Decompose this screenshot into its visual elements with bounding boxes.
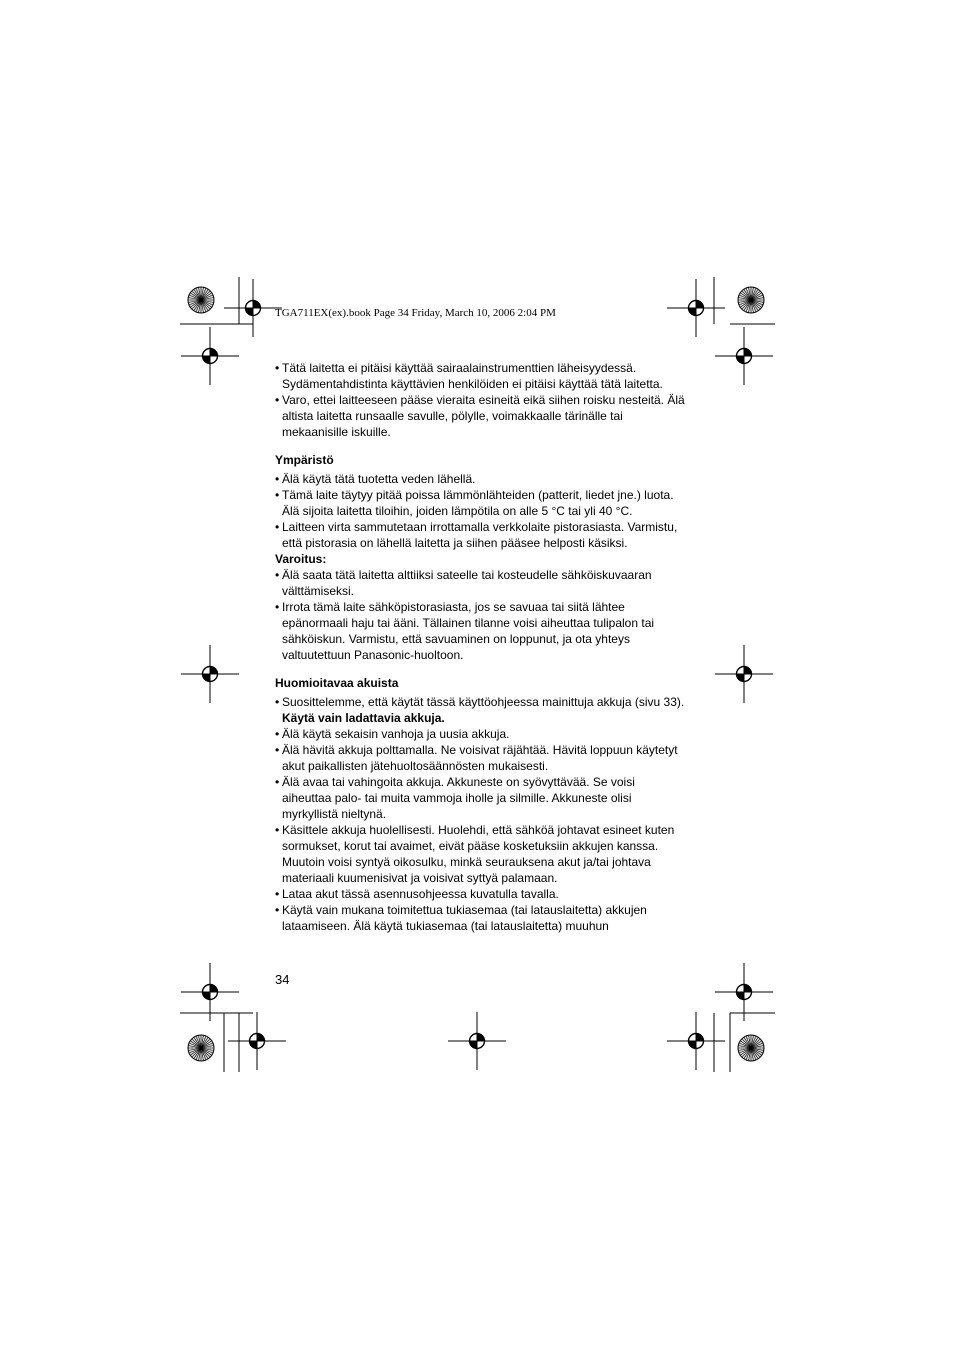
page-content (275, 360, 685, 934)
environment-list (275, 471, 685, 551)
list-item: • Tämä laite täytyy pitää poissa lämmönlähteiden (patterit, liedet jne.) luota. Älä sijoita laitetta tiloihin, joiden lämpötila on alle 5 °C tai yli 40 °C. (275, 488, 674, 518)
list-item: • Älä käytä tätä tuotetta veden lähellä. (275, 472, 476, 486)
registration-mark-icon (228, 1012, 286, 1070)
intro-list (275, 360, 685, 440)
star-target-icon (188, 287, 214, 313)
list-item: • Älä avaa tai vahingoita akkuja. Akkuneste on syövyttävää. Se voisi aiheuttaa palo- tai muita vammoja iholle ja silmille. Akkuneste olisi myrkyllistä nieltynä. (275, 775, 635, 821)
star-target-icon (738, 287, 764, 313)
list-item: • Lataa akut tässä asennusohjeessa kuvatulla tavalla. (275, 887, 559, 901)
warning-list (275, 567, 685, 663)
environment-heading: Ympäristö (275, 453, 334, 467)
list-item: • Älä saata tätä laitetta alttiiksi sateelle tai kosteudelle sähköiskuvaaran välttämiseksi. (275, 568, 652, 598)
registration-mark-icon (181, 645, 239, 703)
registration-mark-icon (715, 327, 773, 385)
star-target-icon (188, 1035, 214, 1061)
registration-mark-icon (448, 1012, 506, 1070)
registration-mark-icon (715, 963, 773, 1021)
page-number: 34 (275, 972, 290, 987)
registration-mark-icon (224, 279, 282, 337)
list-item: • Älä hävitä akkuja polttamalla. Ne voisivat räjähtää. Hävitä loppuun käytetyt akut paikallisten jätehuoltosäännösten mukaisesti. (275, 743, 678, 773)
list-item: • Käsittele akkuja huolellisesti. Huolehdi, että sähköä johtavat esineet kuten sormukset, korut tai avaimet, eivät pääse kosketuksiin akkujen kanssa. Muutoin voisi syntyä oikosulku, minkä seurauksena akut ja/tai johtava materiaali kuumenisivat ja voisivat syttyä palamaan. (275, 823, 675, 885)
star-target-icon (738, 1035, 764, 1061)
list-item: • Laitteen virta sammutetaan irrottamalla verkkolaite pistorasiasta. Varmistu, että pistorasia on lähellä laitetta ja siihen pääsee helposti käsiksi. (275, 520, 678, 550)
registration-mark-icon (715, 645, 773, 703)
list-item: • Tätä laitetta ei pitäisi käyttää sairaalainstrumenttien läheisyydessä. Sydämentahdistinta käyttävien henkilöiden ei pitäisi käyttää tätä laitetta. (275, 361, 663, 391)
registration-mark-icon (181, 963, 239, 1021)
batteries-list (275, 694, 685, 934)
list-item: • Käytä vain mukana toimitettua tukiasemaa (tai latauslaitetta) akkujen lataamiseen. Älä käytä tukiasemaa (tai latauslaitetta) muuhun (275, 903, 647, 933)
batteries-heading: Huomioitavaa akuista (275, 676, 399, 690)
list-item: • Irrota tämä laite sähköpistorasiasta, jos se savuaa tai siitä lähtee epänormaali haju tai ääni. Tällainen tilanne voisi aiheuttaa tulipalon tai sähköiskun. Varmistu, että savuaminen on loppunut, ja ota yhteys valtuutettuun Panasonic-huoltoon. (275, 600, 655, 662)
registration-mark-icon (181, 327, 239, 385)
list-item: • Suosittelemme, että käytät tässä käyttöohjeessa mainittuja akkuja (sivu 33). Käytä vain ladattavia akkuja. (275, 695, 685, 725)
list-item: • Varo, ettei laitteeseen pääse vieraita esineitä eikä siihen roisku nesteitä. Älä altista laitetta runsaalle savulle, pölylle, voimakkaalle tärinälle tai mekaanisille iskuille. (275, 393, 685, 439)
registration-mark-icon (667, 1012, 725, 1070)
warning-label: Varoitus: (275, 552, 327, 566)
print-header: TGA711EX(ex).book Page 34 Friday, March 10, 2006 2:04 PM (275, 307, 556, 319)
list-item: • Älä käytä sekaisin vanhoja ja uusia akkuja. (275, 727, 510, 741)
registration-mark-icon (667, 279, 725, 337)
